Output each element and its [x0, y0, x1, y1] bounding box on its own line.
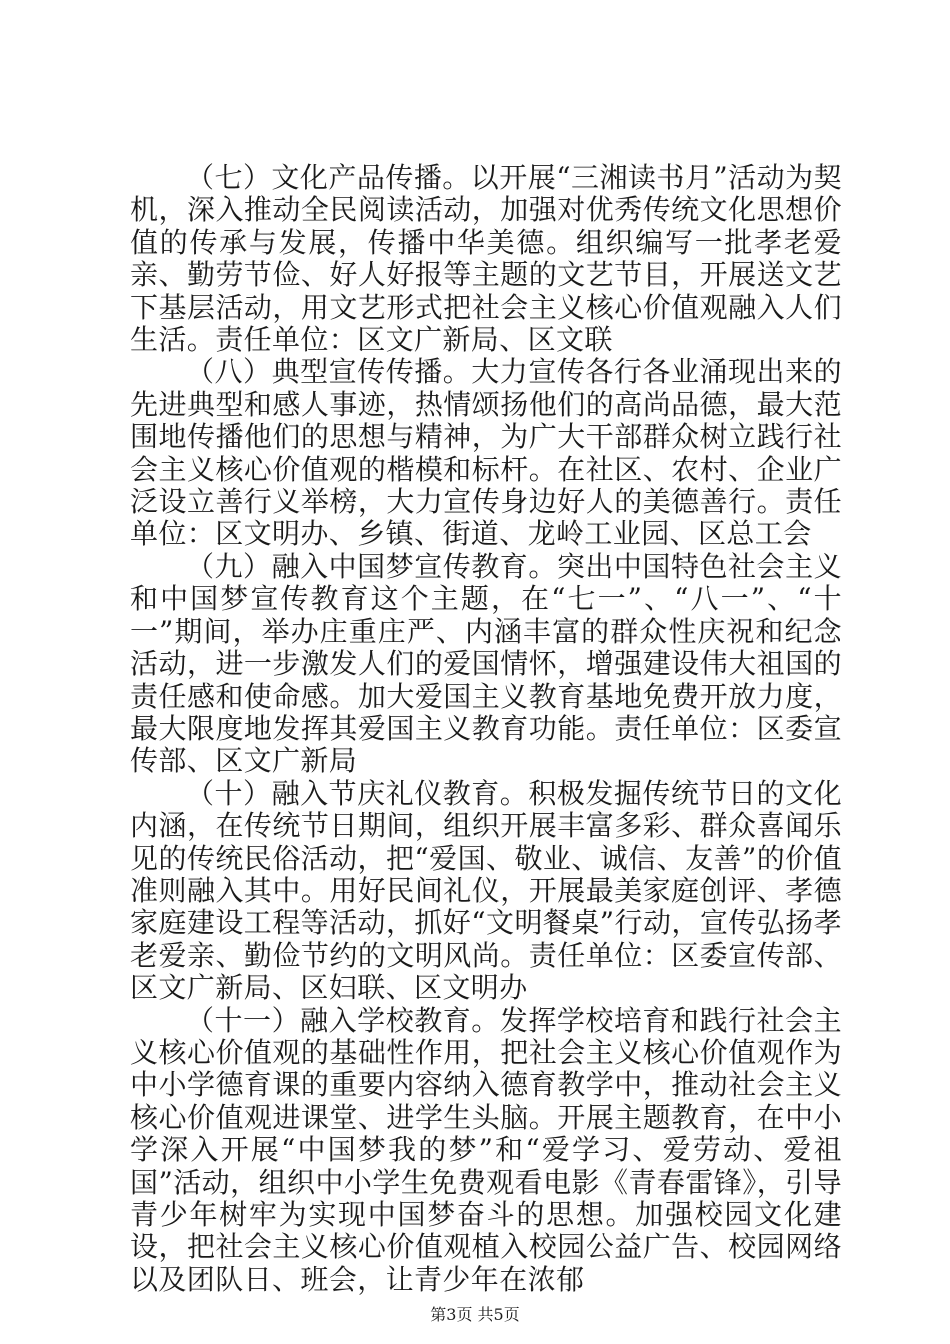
- paragraph-10: （十）融入节庆礼仪教育。积极发掘传统节日的文化内涵，在传统节日期间，组织开展丰富多彩、群众喜闻乐见的传统民俗活动，把“爱国、敬业、诚信、友善”的价值准则融入其中。用好民间礼仪，开展最美家庭创评、孝德家庭建设工程等活动，抓好“文明餐桌”行动，宣传弘扬孝老爱亲、勤俭节约的文明风尚。责任单位：区委宣传部、区文广新局、区妇联、区文明办: [130, 776, 842, 1005]
- page-footer: 第3页 共5页: [430, 1305, 520, 1324]
- paragraph-9: （九）融入中国梦宣传教育。突出中国特色社会主义和中国梦宣传教育这个主题，在“七一”、“八一”、“十一”期间，举办庄重庄严、内涵丰富的群众性庆祝和纪念活动，进一步激发人们的爱国情怀，增强建设伟大祖国的责任感和使命感。加大爱国主义教育基地免费开放力度，最大限度地发挥其爱国主义教育功能。责任单位：区委宣传部、区文广新局: [130, 549, 842, 778]
- document-body: [130, 162, 842, 1296]
- paragraph-11: （十一）融入学校教育。发挥学校培育和践行社会主义核心价值观的基础性作用，把社会主义核心价值观作为中小学德育课的重要内容纳入德育教学中，推动社会主义核心价值观进课堂、进学生头脑。开展主题教育，在中小学深入开展“中国梦我的梦”和“爱学习、爱劳动、爱祖国”活动，组织中小学生免费观看电影《青春雷锋》，引导青少年树牢为实现中国梦奋斗的思想。加强校园文化建设，把社会主义核心价值观植入校园公益广告、校园网络以及团队日、班会，让青少年在浓郁: [130, 1003, 842, 1296]
- paragraph-7: （七）文化产品传播。以开展“三湘读书月”活动为契机，深入推动全民阅读活动，加强对优秀传统文化思想价值的传承与发展，传播中华美德。组织编写一批孝老爱亲、勤劳节俭、好人好报等主题的文艺节目，开展送文艺下基层活动，用文艺形式把社会主义核心价值观融入人们生活。责任单位：区文广新局、区文联: [130, 161, 842, 357]
- paragraph-8: （八）典型宣传传播。大力宣传各行各业涌现出来的先进典型和感人事迹，热情颂扬他们的高尚品德，最大范围地传播他们的思想与精神，为广大干部群众树立践行社会主义核心价值观的楷模和标杆。在社区、农村、企业广泛设立善行义举榜，大力宣传身边好人的美德善行。责任单位：区文明办、乡镇、街道、龙岭工业园、区总工会: [130, 355, 842, 551]
